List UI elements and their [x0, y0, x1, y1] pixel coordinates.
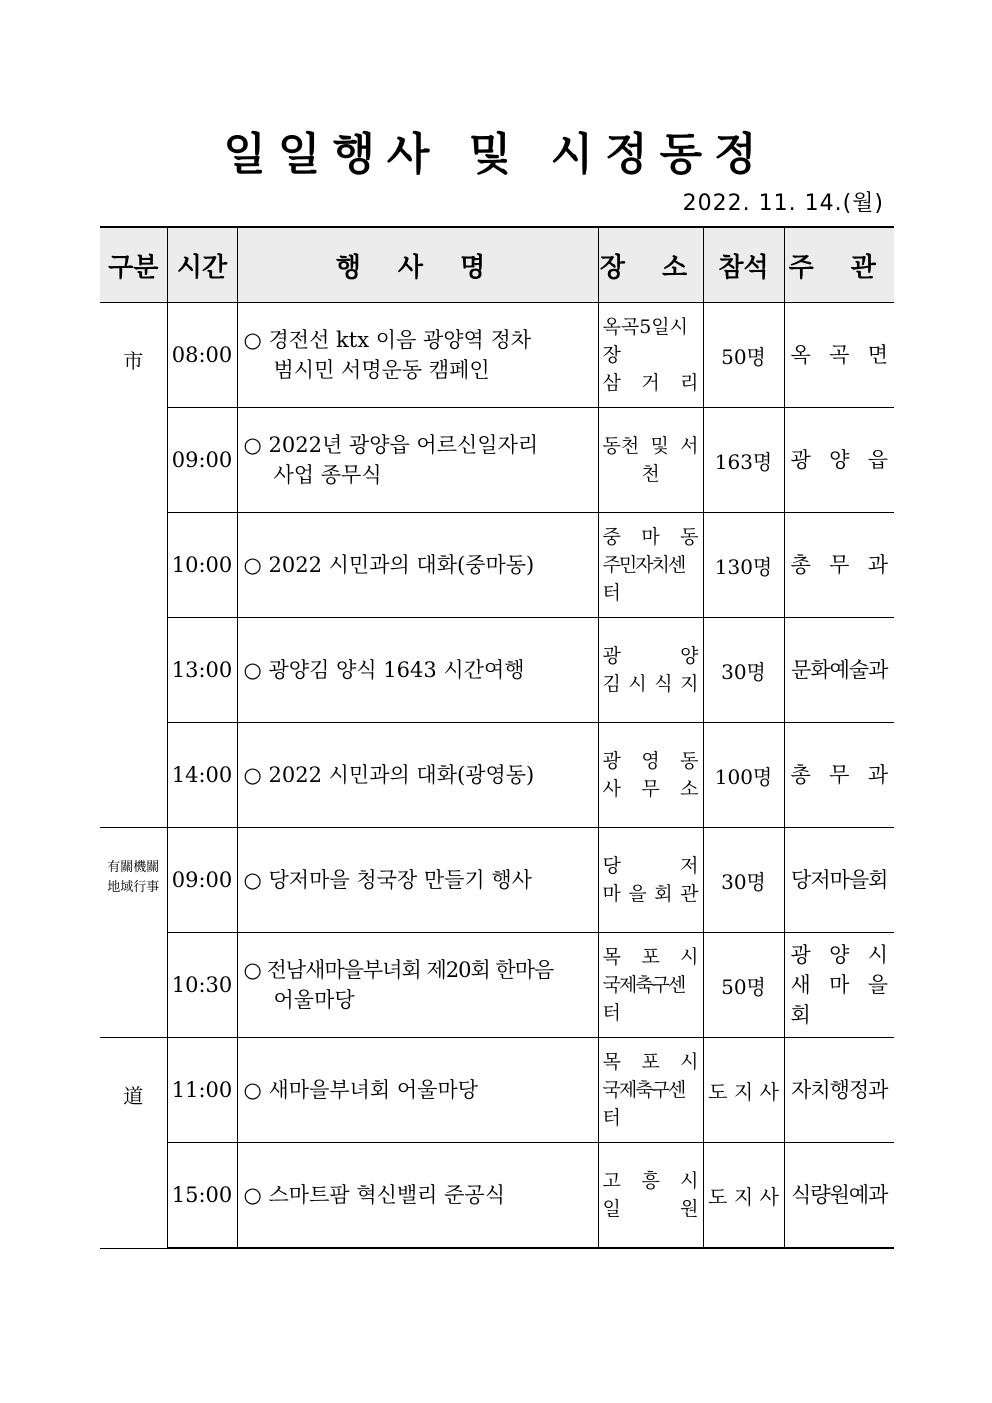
event-line: 사업 종무식: [273, 463, 382, 487]
place-line: 국제축구센터: [602, 1079, 685, 1129]
event-line: ○ 스마트팜 혁신밸리 준공식: [243, 1183, 505, 1207]
event-line: ○ 2022 시민과의 대화(중마동): [243, 553, 535, 577]
attendance-cell: 50명: [703, 303, 784, 408]
place-cell: [598, 303, 703, 408]
attendance-cell: 130명: [703, 513, 784, 618]
place-cell: [598, 933, 703, 1038]
table-row: [100, 1143, 894, 1249]
schedule-table: [100, 226, 894, 1249]
event-line: ○ 광양김 양식 1643 시간여행: [243, 658, 525, 682]
place-line: 주민자치센터: [602, 554, 685, 604]
header-place: 장 소: [598, 227, 703, 303]
table-row: [100, 408, 894, 513]
place-line: 당 저: [602, 855, 699, 877]
time-cell: 09:00: [167, 828, 237, 933]
header-time: 시간: [167, 227, 237, 303]
event-line: ○ 새마을부녀회 어울마당: [243, 1078, 479, 1102]
attendance-cell: 도 지 사: [703, 1143, 784, 1249]
table-row: [100, 828, 894, 933]
table-header-row: [100, 227, 894, 303]
event-cell: [237, 1143, 598, 1249]
event-line: ○ 전남새마을부녀회 제20회 한마음: [243, 958, 554, 982]
host-line: 옥 곡 면: [790, 343, 888, 367]
event-line: ○ 경전선 ktx 이음 광양역 정차: [243, 328, 532, 352]
place-line: 옥곡5일시장: [602, 316, 689, 366]
place-line: 일 원: [602, 1198, 699, 1220]
place-line: 동천 및 서천: [602, 435, 699, 485]
event-line: ○ 2022 시민과의 대화(광영동): [243, 763, 535, 787]
table-row: [100, 723, 894, 828]
host-line: 광 양 시: [790, 943, 888, 967]
place-cell: [598, 1143, 703, 1249]
event-line: ○ 2022년 광양읍 어르신일자리: [243, 433, 539, 457]
host-cell: [784, 1038, 894, 1143]
host-line: 당저마을회: [791, 868, 888, 892]
host-cell: [784, 513, 894, 618]
event-cell: [237, 618, 598, 723]
place-cell: [598, 408, 703, 513]
page-title: 일일행사 및 시정동정: [223, 129, 769, 180]
category-cell: 道: [100, 1038, 167, 1249]
host-line: 문화예술과: [791, 658, 888, 682]
time-cell: 15:00: [167, 1143, 237, 1249]
place-line: 광 영 동: [602, 750, 699, 772]
event-cell: [237, 828, 598, 933]
event-cell: [237, 303, 598, 408]
header-attendance: 참석: [703, 227, 784, 303]
host-line: 새 마 을 회: [790, 973, 888, 1027]
attendance-cell: 163명: [703, 408, 784, 513]
time-cell: 09:00: [167, 408, 237, 513]
place-line: 사 무 소: [602, 778, 699, 800]
place-line: 목 포 시: [602, 946, 699, 968]
host-line: 광 양 읍: [790, 448, 888, 472]
time-cell: 10:30: [167, 933, 237, 1038]
attendance-cell: 50명: [703, 933, 784, 1038]
time-cell: 14:00: [167, 723, 237, 828]
host-line: 총 무 과: [790, 553, 888, 577]
header-category: 구분: [100, 227, 167, 303]
place-cell: [598, 828, 703, 933]
event-cell: [237, 933, 598, 1038]
event-line: ○ 당저마을 청국장 만들기 행사: [243, 868, 532, 892]
place-line: 국제축구센터: [602, 974, 685, 1024]
place-cell: [598, 723, 703, 828]
place-line: 삼 거 리: [602, 372, 699, 394]
time-cell: 11:00: [167, 1038, 237, 1143]
header-host: 주 관: [784, 227, 894, 303]
place-line: 목 포 시: [602, 1051, 699, 1073]
event-line: 범시민 서명운동 캠페인: [273, 358, 490, 382]
place-cell: [598, 618, 703, 723]
host-line: 총 무 과: [790, 763, 888, 787]
table-row: [100, 618, 894, 723]
attendance-cell: 30명: [703, 828, 784, 933]
table-row: [100, 1038, 894, 1143]
place-line: 광 양: [602, 645, 699, 667]
host-cell: [784, 933, 894, 1038]
attendance-cell: 100명: [703, 723, 784, 828]
event-line: 어울마당: [273, 988, 355, 1012]
table-row: [100, 513, 894, 618]
attendance-cell: 30명: [703, 618, 784, 723]
event-cell: [237, 408, 598, 513]
host-line: 식량원예과: [791, 1183, 888, 1207]
header-event: 행 사 명: [237, 227, 598, 303]
place-cell: [598, 513, 703, 618]
time-cell: 13:00: [167, 618, 237, 723]
place-line: 김 시 식 지: [602, 673, 699, 695]
attendance-cell: 도 지 사: [703, 1038, 784, 1143]
event-cell: [237, 1038, 598, 1143]
host-line: 자치행정과: [791, 1078, 888, 1102]
category-cell: 市: [100, 303, 167, 828]
time-cell: 08:00: [167, 303, 237, 408]
event-cell: [237, 513, 598, 618]
host-cell: [784, 1143, 894, 1249]
time-cell: 10:00: [167, 513, 237, 618]
host-cell: [784, 723, 894, 828]
place-cell: [598, 1038, 703, 1143]
place-line: 고 흥 시: [602, 1170, 699, 1192]
table-row: [100, 303, 894, 408]
category-cell: 有關機關 地域行事: [100, 828, 167, 1038]
table-row: [100, 933, 894, 1038]
host-cell: [784, 408, 894, 513]
host-cell: [784, 828, 894, 933]
event-cell: [237, 723, 598, 828]
place-line: 중 마 동: [602, 526, 699, 548]
host-cell: [784, 618, 894, 723]
host-cell: [784, 303, 894, 408]
place-line: 마 을 회 관: [602, 883, 699, 905]
document-date: 2022. 11. 14.(월): [682, 191, 884, 216]
